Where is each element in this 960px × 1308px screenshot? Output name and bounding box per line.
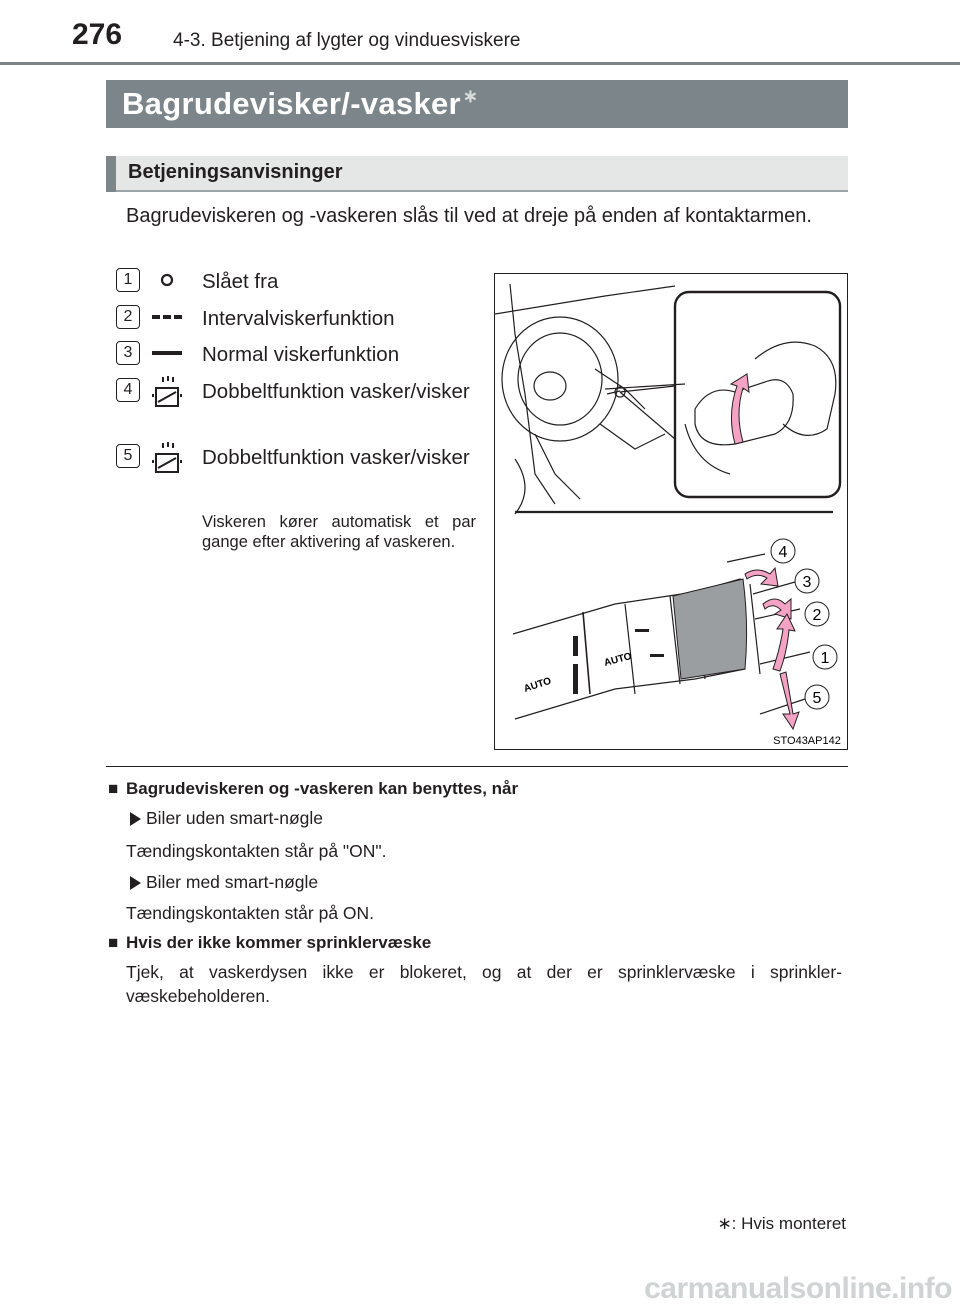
section-title-bar xyxy=(106,80,848,128)
case-title: Biler uden smart-nøgle xyxy=(146,808,324,828)
intro-paragraph: Bagrudeviskeren og -vaskeren slås til ved at dreje på enden af kontaktarmen. xyxy=(126,205,812,227)
case-title: Biler med smart-nøgle xyxy=(146,872,319,892)
section-title xyxy=(122,86,478,122)
optional-marker: ∗ xyxy=(462,86,479,106)
figure-code: STO43AP142 xyxy=(773,735,841,747)
triangle-bullet-icon xyxy=(130,812,141,826)
item-label: Dobbeltfunktion vasker/visker xyxy=(202,446,470,469)
dashed-line-icon xyxy=(148,303,186,331)
case-text: Tændingskontakten står på ON. xyxy=(126,903,375,923)
header-divider xyxy=(0,62,960,65)
footnote: ∗: Hvis monteret xyxy=(717,1214,846,1233)
subsection-accent xyxy=(106,156,116,192)
subsection-bar xyxy=(106,156,848,192)
washer-spray-icon xyxy=(148,440,186,476)
square-bullet-icon: ■ xyxy=(108,933,119,952)
watermark: carmanualsonline.info xyxy=(644,1272,952,1305)
callout-1: 1 xyxy=(820,650,830,667)
fluid-heading: Hvis der ikke kommer sprinklervæske xyxy=(126,933,432,952)
item-label: Normal viskerfunktion xyxy=(202,343,400,366)
conditions-heading: Bagrudeviskeren og -vaskeren kan benyttes, når xyxy=(126,779,519,798)
item-number: 2 xyxy=(116,305,140,329)
callout-5: 5 xyxy=(812,690,822,707)
subsection-title: Betjeningsanvisninger xyxy=(128,161,343,183)
square-bullet-icon: ■ xyxy=(108,779,119,798)
solid-line-icon xyxy=(148,339,186,367)
illustration-drawing xyxy=(495,274,847,749)
callout-3: 3 xyxy=(802,574,812,591)
item-number: 1 xyxy=(116,268,140,292)
auto-label: AUTO xyxy=(522,675,553,695)
chapter-title: 4-3. Betjening af lygter og vinduesviskere xyxy=(173,30,521,51)
callout-4: 4 xyxy=(778,544,788,561)
item-label: Dobbeltfunktion vasker/visker xyxy=(202,380,470,403)
auto-label: AUTO xyxy=(602,650,633,669)
item-label: Slået fra xyxy=(202,270,279,293)
circle-off-icon xyxy=(148,266,186,294)
case-text: Tændingskontakten står på "ON". xyxy=(126,841,387,861)
item-number: 5 xyxy=(116,444,140,468)
wiper-switch-illustration xyxy=(494,273,848,750)
fluid-text: Tjek, at vaskerdysen ikke er blokeret, og at der er sprinklervæske i sprinklervæskebeholderen. xyxy=(126,962,842,1006)
triangle-bullet-icon xyxy=(130,876,141,890)
callout-2: 2 xyxy=(812,607,822,624)
section-divider xyxy=(106,766,848,767)
washer-spray-icon xyxy=(148,374,186,410)
auto-wipe-note: Viskeren kører automatisk et par gange efter aktivering af vaskeren. xyxy=(202,513,476,551)
item-number: 3 xyxy=(116,341,140,365)
section-title-text: Bagrudevisker/-vasker xyxy=(122,86,461,121)
item-number: 4 xyxy=(116,378,140,402)
item-label: Intervalviskerfunktion xyxy=(202,307,395,330)
page-number: 276 xyxy=(72,18,123,51)
